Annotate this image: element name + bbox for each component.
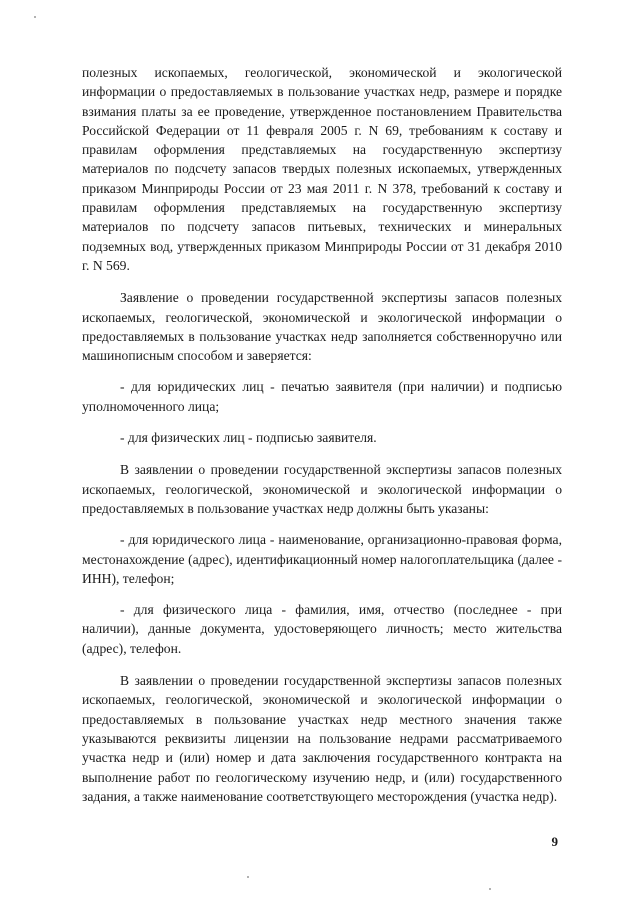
paragraph-legal-entity-details: - для юридического лица - наименование, организационно-правовая форма, местонахождение (адрес), идентификационный номер налогоплательщика (далее - ИНН), телефон;	[82, 532, 562, 586]
page-number: 9	[551, 834, 558, 849]
paragraph-required-details: В заявлении о проведении государственной экспертизы запасов полезных ископаемых, геологической, экономической и экологической информации о предоставляемых в пользование участках недр должны быть указаны:	[82, 462, 562, 516]
paragraph-local-significance: В заявлении о проведении государственной экспертизы запасов полезных ископаемых, геологической, экономической и экологической информации о предоставляемых в пользование участках недр местного значения также указываются реквизиты лицензии на пользование недрами рассматриваемого участка недр и (или) номер и дата заключения государственного контракта на выполнение работ по геологическому изучению недр, и (или) государственного задания, а также наименование соответствующего месторождения (участка недр).	[82, 673, 562, 804]
paragraph-legal-entities-seal: - для юридических лиц - печатью заявителя (при наличии) и подписью уполномоченного лица;	[82, 379, 562, 414]
scan-speck	[247, 876, 249, 878]
paragraph-individual-details: - для физического лица - фамилия, имя, отчество (последнее - при наличии), данные документа, удостоверяющего личность; место жительства (адрес), телефон.	[82, 602, 562, 656]
scan-speck	[489, 888, 491, 890]
document-body	[82, 63, 562, 806]
paragraph-individuals-signature: - для физических лиц - подписью заявителя.	[120, 430, 377, 446]
paragraph-continuation: полезных ископаемых, геологической, экономической и экологической информации о предоставляемых в пользование участках недр, размере и порядке взимания платы за ее проведение, утвержденное постановлением Правительства Российской Федерации от 11 февраля 2005 г. N 69, требованиям к составу и правилам оформления представляемых на государственную экспертизу материалов по подсчету запасов твердых полезных ископаемых, утвержденных приказом Минприроды России от 23 мая 2011 г. N 378, требований к составу и правилам оформления представляемых на государственную экспертизу материалов по подсчету запасов питьевых, технических и минеральных подземных вод, утвержденных приказом Минприроды России от 31 декабря 2010 г. N 569.	[82, 65, 562, 273]
paragraph-application-certification: Заявление о проведении государственной экспертизы запасов полезных ископаемых, геологической, экономической и экологической информации о предоставляемых в пользование участках недр заполняется собственноручно или машинописным способом и заверяется:	[82, 290, 562, 364]
scan-speck	[34, 16, 36, 18]
